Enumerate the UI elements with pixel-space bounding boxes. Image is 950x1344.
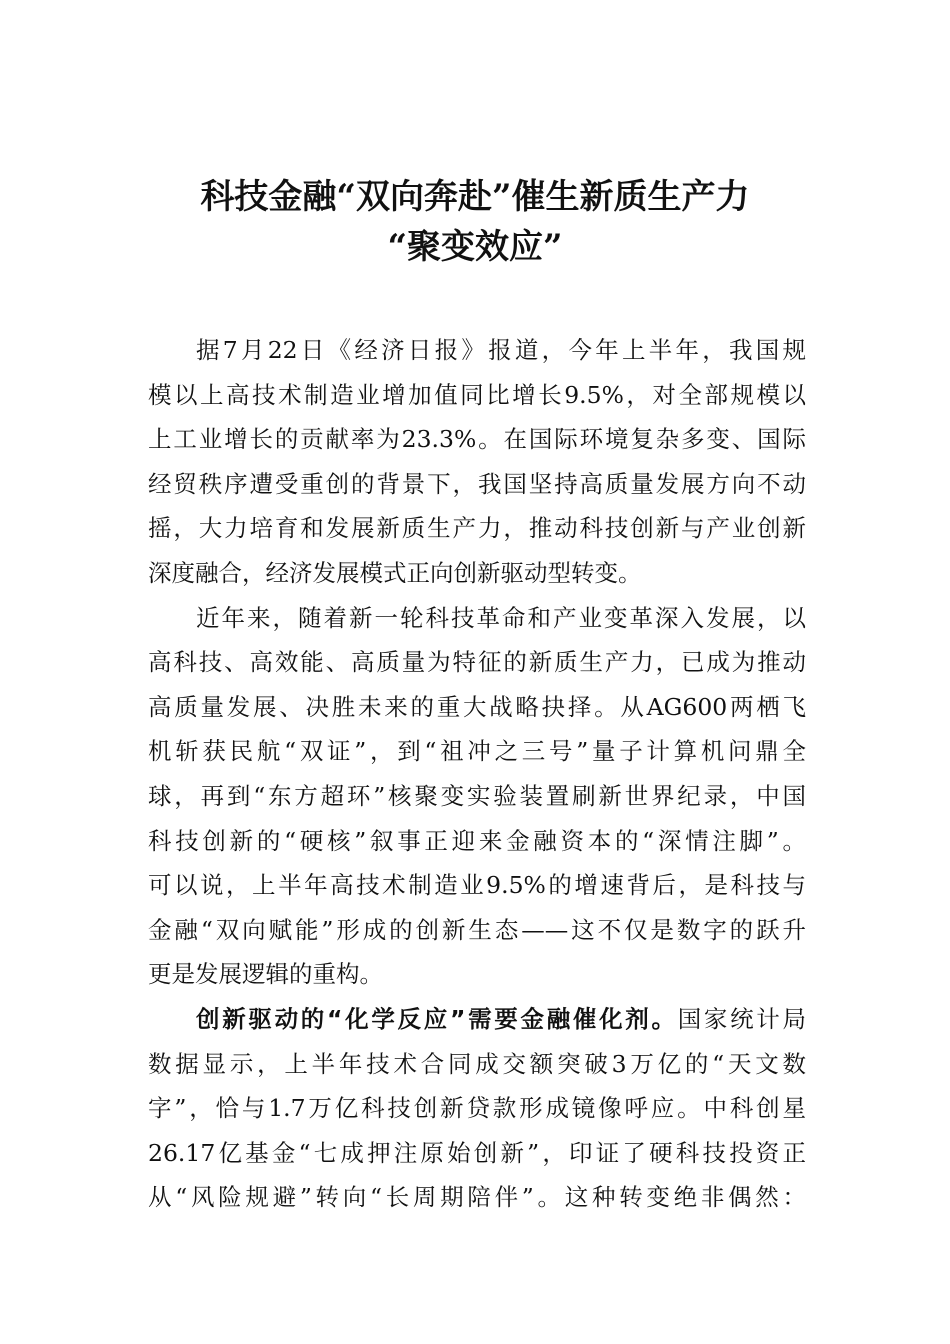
text-line: 球，再到“东方超环”核聚变实验装置刷新世界纪录，中国 [148,781,806,810]
article-title-line-2: “聚变效应” [387,227,563,267]
text-line: 上工业增长的贡献率为23.3%。在国际环境复杂多变、国际 [148,425,806,454]
paragraph-3 [148,997,806,1220]
text-line: 摇，大力培育和发展新质生产力，推动科技创新与产业创新 [148,514,806,543]
text-line: 更是发展逻辑的重构。 [148,960,383,989]
text-line: 科技创新的“硬核”叙事正迎来金融资本的“深情注脚”。 [148,826,806,855]
text-line: 高质量发展、决胜未来的重大战略抉择。从AG600两栖飞 [148,692,806,721]
text-line: 金融“双向赋能”形成的创新生态——这不仅是数字的跃升 [148,915,806,944]
paragraph-1 [148,328,806,596]
text-line: 26.17亿基金“七成押注原始创新”，印证了硬科技投资正 [148,1138,806,1167]
article-body [148,328,806,1220]
text-line: 近年来，随着新一轮科技革命和产业变革深入发展，以 [196,603,806,632]
paragraph-2 [148,596,806,997]
text-line: 据7月22日《经济日报》报道，今年上半年，我国规 [196,336,806,364]
text-line: 数据显示，上半年技术合同成交额突破3万亿的“天文数 [148,1049,806,1078]
article-title-line-1: 科技金融“双向奔赴”催生新质生产力 [200,177,750,217]
text-line: 高科技、高效能、高质量为特征的新质生产力，已成为推动 [148,648,806,677]
text-line: 机斩获民航“双证”，到“祖冲之三号”量子计算机问鼎全 [148,737,806,766]
text-line: 模以上高技术制造业增加值同比增长9.5%，对全部规模以 [148,380,806,409]
text-line: 可以说，上半年高技术制造业9.5%的增速背后，是科技与 [148,871,806,900]
lead-sentence: 创新驱动的“化学反应”需要金融催化剂。 [196,1004,678,1033]
text-line: 经贸秩序遭受重创的背景下，我国坚持高质量发展方向不动 [148,469,806,498]
text-line: 字”，恰与1.7万亿科技创新贷款形成镜像呼应。中科创星 [148,1094,806,1123]
text-line: 从“风险规避”转向“长周期陪伴”。这种转变绝非偶然： [148,1183,806,1212]
text-line: 深度融合，经济发展模式正向创新驱动型转变。 [148,558,642,587]
text-line-lead [148,997,806,1042]
lead-rest: 国家统计局 [677,1004,807,1033]
